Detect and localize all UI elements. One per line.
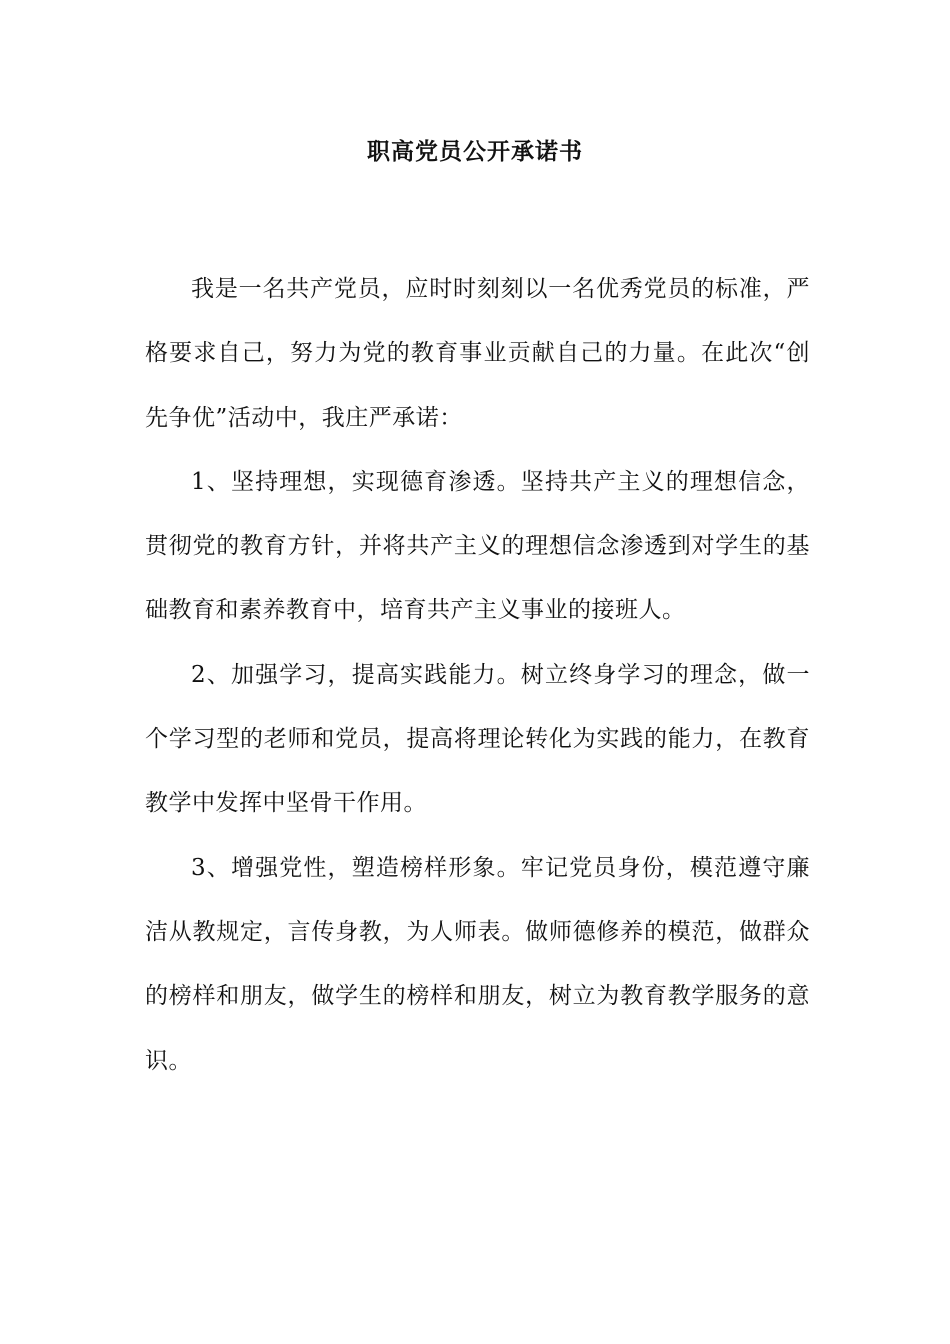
paragraph-promise-2: 2、加强学习，提高实践能力。树立终身学习的理念，做一个学习型的老师和党员，提高将理论转化为实践的能力，在教育教学中发挥中坚骨干作用。 <box>145 661 810 817</box>
document-title: 职高党员公开承诺书 <box>367 138 583 165</box>
document-body <box>145 257 810 1093</box>
paragraph-intro: 我是一名共产党员，应时时刻刻以一名优秀党员的标准，严格要求自己，努力为党的教育事业贡献自己的力量。在此次“创先争优”活动中，我庄严承诺： <box>145 276 810 431</box>
paragraph-promise-1: 1、坚持理想，实现德育渗透。坚持共产主义的理想信念，贯彻党的教育方针，并将共产主义的理想信念渗透到对学生的基础教育和素养教育中，培育共产主义事业的接班人。 <box>145 468 810 624</box>
paragraph-promise-3: 3、增强党性，塑造榜样形象。牢记党员身份，模范遵守廉洁从教规定，言传身教，为人师表。做师德修养的模范，做群众的榜样和朋友，做学生的榜样和朋友，树立为教育教学服务的意识。 <box>145 854 810 1074</box>
